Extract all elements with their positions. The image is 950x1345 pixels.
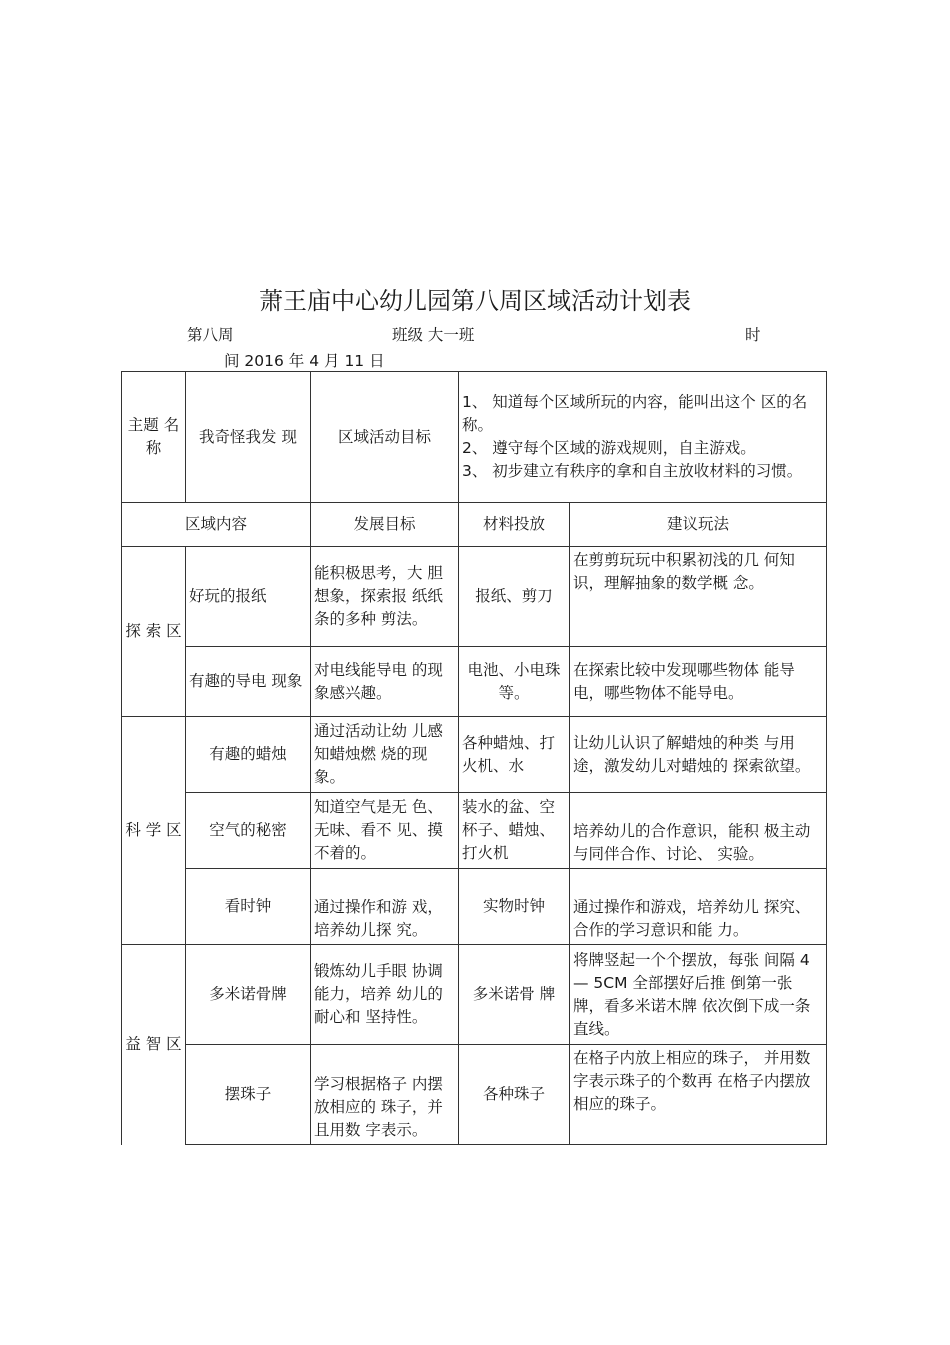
date-line: 间 2016 年 4 月 11 日: [224, 352, 385, 370]
header-play: 建议玩法: [570, 503, 827, 547]
activity-material: 各种珠子: [459, 1045, 570, 1145]
activity-name: 有趣的蜡烛: [186, 717, 311, 793]
theme-name: 我奇怪我发 现: [186, 372, 311, 503]
header-material: 材料投放: [459, 503, 570, 547]
activity-play: 通过操作和游戏，培养幼儿 探究、合作的学习意识和能 力。: [570, 869, 827, 945]
activity-goal: 知道空气是无 色、无味、看不 见、摸不着的。: [311, 793, 459, 869]
activity-name: 好玩的报纸: [186, 547, 311, 647]
activity-material: 实物时钟: [459, 869, 570, 945]
page-title: 萧王庙中心幼儿园第八周区域活动计划表: [259, 287, 691, 315]
area-name: 益 智 区: [122, 945, 186, 1145]
activity-play: 培养幼儿的合作意识，能积 极主动与同伴合作、讨论、 实验。: [570, 793, 827, 869]
goal-item: 3、 初步建立有秩序的拿和自主放收材料的习惯。: [462, 462, 803, 480]
goal-item: 1、 知道每个区域所玩的内容，能叫出这个 区的名称。: [462, 393, 808, 434]
activity-name: 多米诺骨牌: [186, 945, 311, 1045]
activity-goal: 通过操作和游 戏，培养幼儿探 究。: [311, 869, 459, 945]
activity-material: 多米诺骨 牌: [459, 945, 570, 1045]
activity-goal: 通过活动让幼 儿感知蜡烛燃 烧的现象。: [311, 717, 459, 793]
activity-goal: 学习根据格子 内摆放相应的 珠子，并且用数 字表示。: [311, 1045, 459, 1145]
activity-goal: 锻炼幼儿手眼 协调能力，培养 幼儿的耐心和 坚持性。: [311, 945, 459, 1045]
table-row: [122, 869, 827, 945]
header-row: [122, 503, 827, 547]
table-row: [122, 793, 827, 869]
table-row: [122, 1045, 827, 1145]
activity-play: 将牌竖起一个个摆放，每张 间隔 4— 5CM 全部摆好后推 倒第一张牌，看多米诺木牌 依次倒下成一条直线。: [570, 945, 827, 1045]
activity-material: 电池、小电珠等。: [459, 647, 570, 717]
activity-material: 各种蜡烛、打火机、水: [459, 717, 570, 793]
activity-goal: 能积极思考，大 胆想象，探索报 纸纸条的多种 剪法。: [311, 547, 459, 647]
area-name: 科 学 区: [122, 717, 186, 945]
table-row: [122, 717, 827, 793]
table-row: [122, 647, 827, 717]
activity-name: 空气的秘密: [186, 793, 311, 869]
table-row: [122, 547, 827, 647]
goal-item: 2、 遵守每个区域的游戏规则，自主游戏。: [462, 439, 756, 457]
activity-name: 有趣的导电 现象: [186, 647, 311, 717]
table-row: [122, 945, 827, 1045]
activity-material: 装水的盆、空杯子、蜡烛、打火机: [459, 793, 570, 869]
activity-name: 摆珠子: [186, 1045, 311, 1145]
activity-play: 让幼儿认识了解蜡烛的种类 与用途，激发幼儿对蜡烛的 探索欲望。: [570, 717, 827, 793]
activity-play: 在探索比较中发现哪些物体 能导电，哪些物体不能导电。: [570, 647, 827, 717]
header-goal: 发展目标: [311, 503, 459, 547]
activity-goal: 对电线能导电 的现象感兴趣。: [311, 647, 459, 717]
activity-material: 报纸、剪刀: [459, 547, 570, 647]
theme-label: 主题 名称: [122, 372, 186, 503]
activity-name: 看时钟: [186, 869, 311, 945]
header-content: 区域内容: [122, 503, 311, 547]
class-label: 班级 大一班: [392, 326, 475, 344]
area-name: 探 索 区: [122, 547, 186, 717]
activity-plan-table: [121, 371, 827, 1145]
activity-play: 在剪剪玩玩中积累初浅的几 何知识，理解抽象的数学概 念。: [570, 547, 827, 647]
time-label: 时: [745, 326, 761, 344]
activity-play: 在格子内放上相应的珠子， 并用数字表示珠子的个数再 在格子内摆放相应的珠子。: [570, 1045, 827, 1145]
theme-row: [122, 372, 827, 503]
goal-label: 区域活动目标: [311, 372, 459, 503]
week-label: 第八周: [187, 326, 234, 344]
theme-goals: [459, 372, 827, 503]
